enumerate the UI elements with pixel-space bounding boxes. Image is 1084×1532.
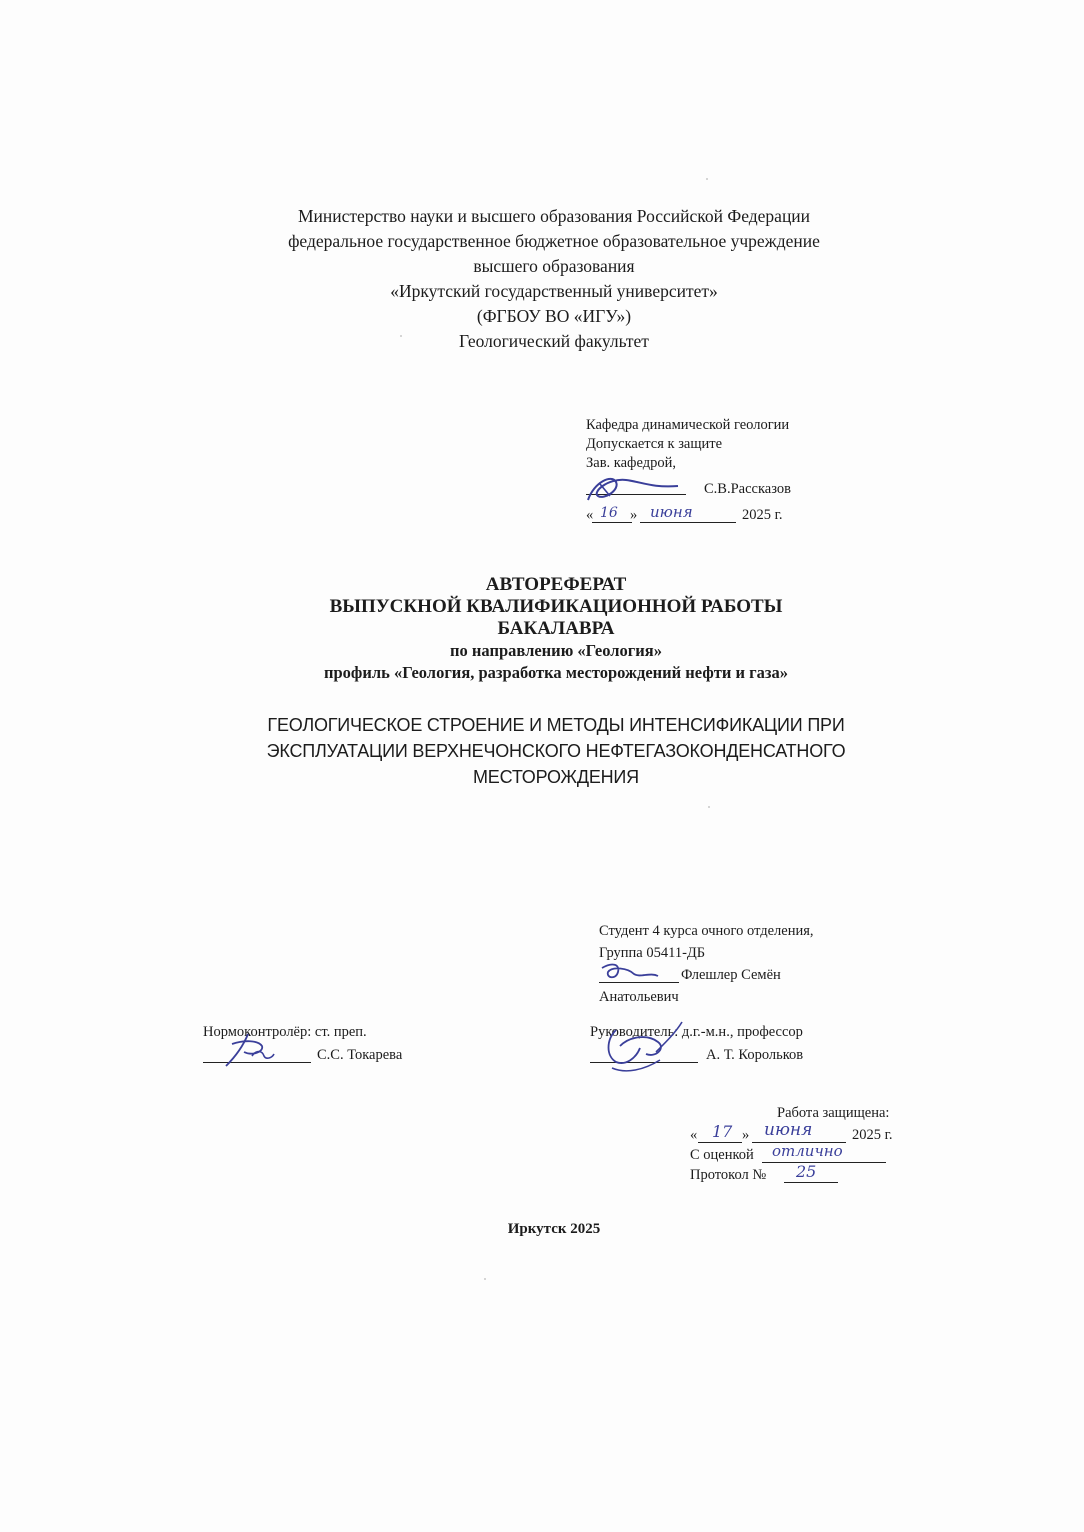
approval-date-month: июня xyxy=(650,503,693,521)
university-name: «Иркутский государственный университет» xyxy=(390,281,718,301)
protocol-number: 25 xyxy=(796,1162,817,1181)
approval-block xyxy=(586,418,789,475)
norm-control-signature-icon xyxy=(218,1030,278,1070)
study-profile: профиль «Геология, разработка месторождений нефти и газа» xyxy=(324,663,788,682)
thesis-title-line: ЭКСПЛУАТАЦИИ ВЕРХНЕЧОНСКОГО НЕФТЕГАЗОКОНДЕНСАТНОГО xyxy=(266,741,846,761)
defense-date-close-quote: » xyxy=(742,1127,750,1143)
student-signature-icon xyxy=(598,958,678,986)
approval-date-open-quote: « xyxy=(586,507,594,523)
department-name: Кафедра динамической геологии xyxy=(586,417,790,433)
document-type-title: АВТОРЕФЕРАТ xyxy=(485,574,627,595)
thesis-title xyxy=(0,712,1084,790)
institution-type-line: федеральное государственное бюджетное образовательное учреждение xyxy=(288,231,820,251)
work-type-title: ВЫПУСКНОЙ КВАЛИФИКАЦИОННОЙ РАБОТЫ xyxy=(329,596,783,617)
defense-date-day: 17 xyxy=(712,1122,733,1141)
student-course: Студент 4 курса очного отделения, xyxy=(599,923,814,939)
institution-header xyxy=(0,204,1084,354)
approval-date-year: 2025 г. xyxy=(742,507,783,523)
thesis-title-line: МЕСТОРОЖДЕНИЯ xyxy=(473,767,639,787)
protocol-label: Протокол № xyxy=(690,1167,767,1183)
date-day-line xyxy=(698,1142,742,1143)
student-name-first: Флешлер Семён xyxy=(681,967,781,983)
defense-date-month: июня xyxy=(764,1120,813,1140)
defense-date-open-quote: « xyxy=(690,1127,698,1143)
norm-control-label: Нормоконтролёр: ст. преп. xyxy=(203,1024,367,1040)
education-level-line: высшего образования xyxy=(473,256,635,276)
grade-line xyxy=(762,1162,886,1163)
scan-speck xyxy=(484,1278,486,1280)
faculty-name: Геологический факультет xyxy=(459,331,649,351)
head-of-department-label: Зав. кафедрой, xyxy=(586,455,676,471)
supervisor-label: Руководитель: д.г.-м.н., профессор xyxy=(590,1024,803,1040)
university-abbreviation: (ФГБОУ ВО «ИГУ») xyxy=(476,306,632,326)
defense-date-year: 2025 г. xyxy=(852,1127,893,1143)
document-title-block xyxy=(0,574,1084,684)
student-name-patronymic: Анатольевич xyxy=(599,989,679,1005)
ministry-line: Министерство науки и высшего образования Российской Федерации xyxy=(297,206,811,226)
defense-label: Работа защищена: xyxy=(777,1105,890,1121)
degree-title: БАКАЛАВРА xyxy=(497,618,615,639)
city-and-year: Иркутск 2025 xyxy=(507,1221,601,1237)
supervisor-signature-icon xyxy=(596,1016,696,1078)
student-group: Группа 05411-ДБ xyxy=(599,945,706,961)
date-month-line xyxy=(640,522,736,523)
supervisor-name: А. Т. Корольков xyxy=(706,1047,804,1063)
thesis-title-line: ГЕОЛОГИЧЕСКОЕ СТРОЕНИЕ И МЕТОДЫ ИНТЕНСИФИКАЦИИ ПРИ xyxy=(267,715,845,735)
grade-label: С оценкой xyxy=(690,1147,754,1163)
norm-control-name: С.С. Токарева xyxy=(317,1047,403,1063)
field-of-study: по направлению «Геология» xyxy=(450,641,662,660)
approval-date-day: 16 xyxy=(600,505,618,521)
grade-value: отлично xyxy=(772,1142,843,1160)
scan-speck xyxy=(708,806,710,808)
date-day-line xyxy=(592,522,632,523)
protocol-line xyxy=(784,1182,838,1183)
approval-date-close-quote: » xyxy=(630,507,638,523)
head-name: С.В.Рассказов xyxy=(704,481,791,497)
admission-text: Допускается к защите xyxy=(586,436,723,452)
scan-speck xyxy=(706,178,708,180)
